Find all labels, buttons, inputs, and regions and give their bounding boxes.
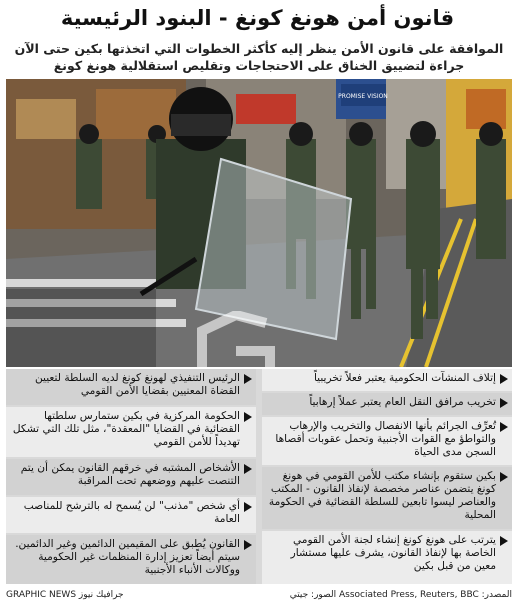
bullet-triangle-icon <box>244 540 252 550</box>
bullet-triangle-icon <box>500 422 508 432</box>
bullet-triangle-icon <box>500 374 508 384</box>
brand-credit: GRAPHIC NEWS جرافيك نيوز <box>6 590 124 600</box>
bullet-triangle-icon <box>244 374 252 384</box>
list-item: الحكومة المركزية في بكين ستمارس سلطتها القضائية في القضايا "المعقدة"، مثل تلك التي تشكل تهديداً للأمن القومي <box>6 407 256 457</box>
left-column <box>6 369 256 584</box>
riot-police-photo <box>6 79 512 367</box>
bullet-triangle-icon <box>500 472 508 482</box>
bullet-triangle-icon <box>244 464 252 474</box>
list-item: الأشخاص المشتبه في خرقهم القانون يمكن أن يتم التنصت عليهم ووضعهم تحت المراقبة <box>6 459 256 495</box>
infographic-title: قانون أمن هونغ كونغ - البنود الرئيسية <box>60 6 455 30</box>
infographic-subtitle: الموافقة على قانون الأمن ينظر إليه كأكثر الخطوات التي اتخذتها بكين حتى الآن جراءة لتضييق الخناق على الاحتجاجات وتقليص استقلالية هونغ كونغ <box>14 41 504 73</box>
key-points-grid <box>6 369 512 584</box>
list-item: يترتب على هونغ كونغ إنشاء لجنة الأمن القومي الخاصة بها لإنفاذ القانون، يشرف عليها مستشار معين من قبل بكين <box>262 531 512 584</box>
right-column <box>262 369 512 584</box>
list-item: القانون يُطبق على المقيمين الدائمين وغير الدائمين. سيتم أيضاً تعزيز إدارة المنظمات غير الحكومية ووكالات الأنباء الأجنبية <box>6 535 256 584</box>
list-item: بكين ستقوم بإنشاء مكتب للأمن القومي في هونغ كونغ يتضمن عناصر مخصصة لإنفاذ القانون - المكتب والعناصر ليسوا تابعين للسلطة القضائية في الحكومة المحلية <box>262 467 512 529</box>
bullet-triangle-icon <box>244 412 252 422</box>
source-credit: المصدر: Associated Press, Reuters, BBC الصور: جيتي <box>289 590 512 600</box>
list-item: تخريب مرافق النقل العام يعتبر عملاً إرهابياً <box>262 393 512 415</box>
list-item: تُعرِّف الجرائم بأنها الانفصال والتخريب والإرهاب والتواطؤ مع القوات الأجنبية وتحمل عقوبات أقصاها السجن مدى الحياة <box>262 417 512 465</box>
list-item: أي شخص "مذنب" لن يُسمح له بالترشح للمناصب العامة <box>6 497 256 533</box>
list-item: إتلاف المنشآت الحكومية يعتبر فعلاً تخريبياً <box>262 369 512 391</box>
footer <box>6 588 512 604</box>
bullet-triangle-icon <box>500 398 508 408</box>
list-item: الرئيس التنفيذي لهونغ كونغ لديه السلطة لتعيين القضاة المعنيين بقضايا الأمن القومي <box>6 369 256 405</box>
bullet-triangle-icon <box>244 502 252 512</box>
shop-sign-text: PROMISE VISION <box>338 93 388 100</box>
bullet-triangle-icon <box>500 536 508 546</box>
graphic-news-logo <box>196 311 276 367</box>
